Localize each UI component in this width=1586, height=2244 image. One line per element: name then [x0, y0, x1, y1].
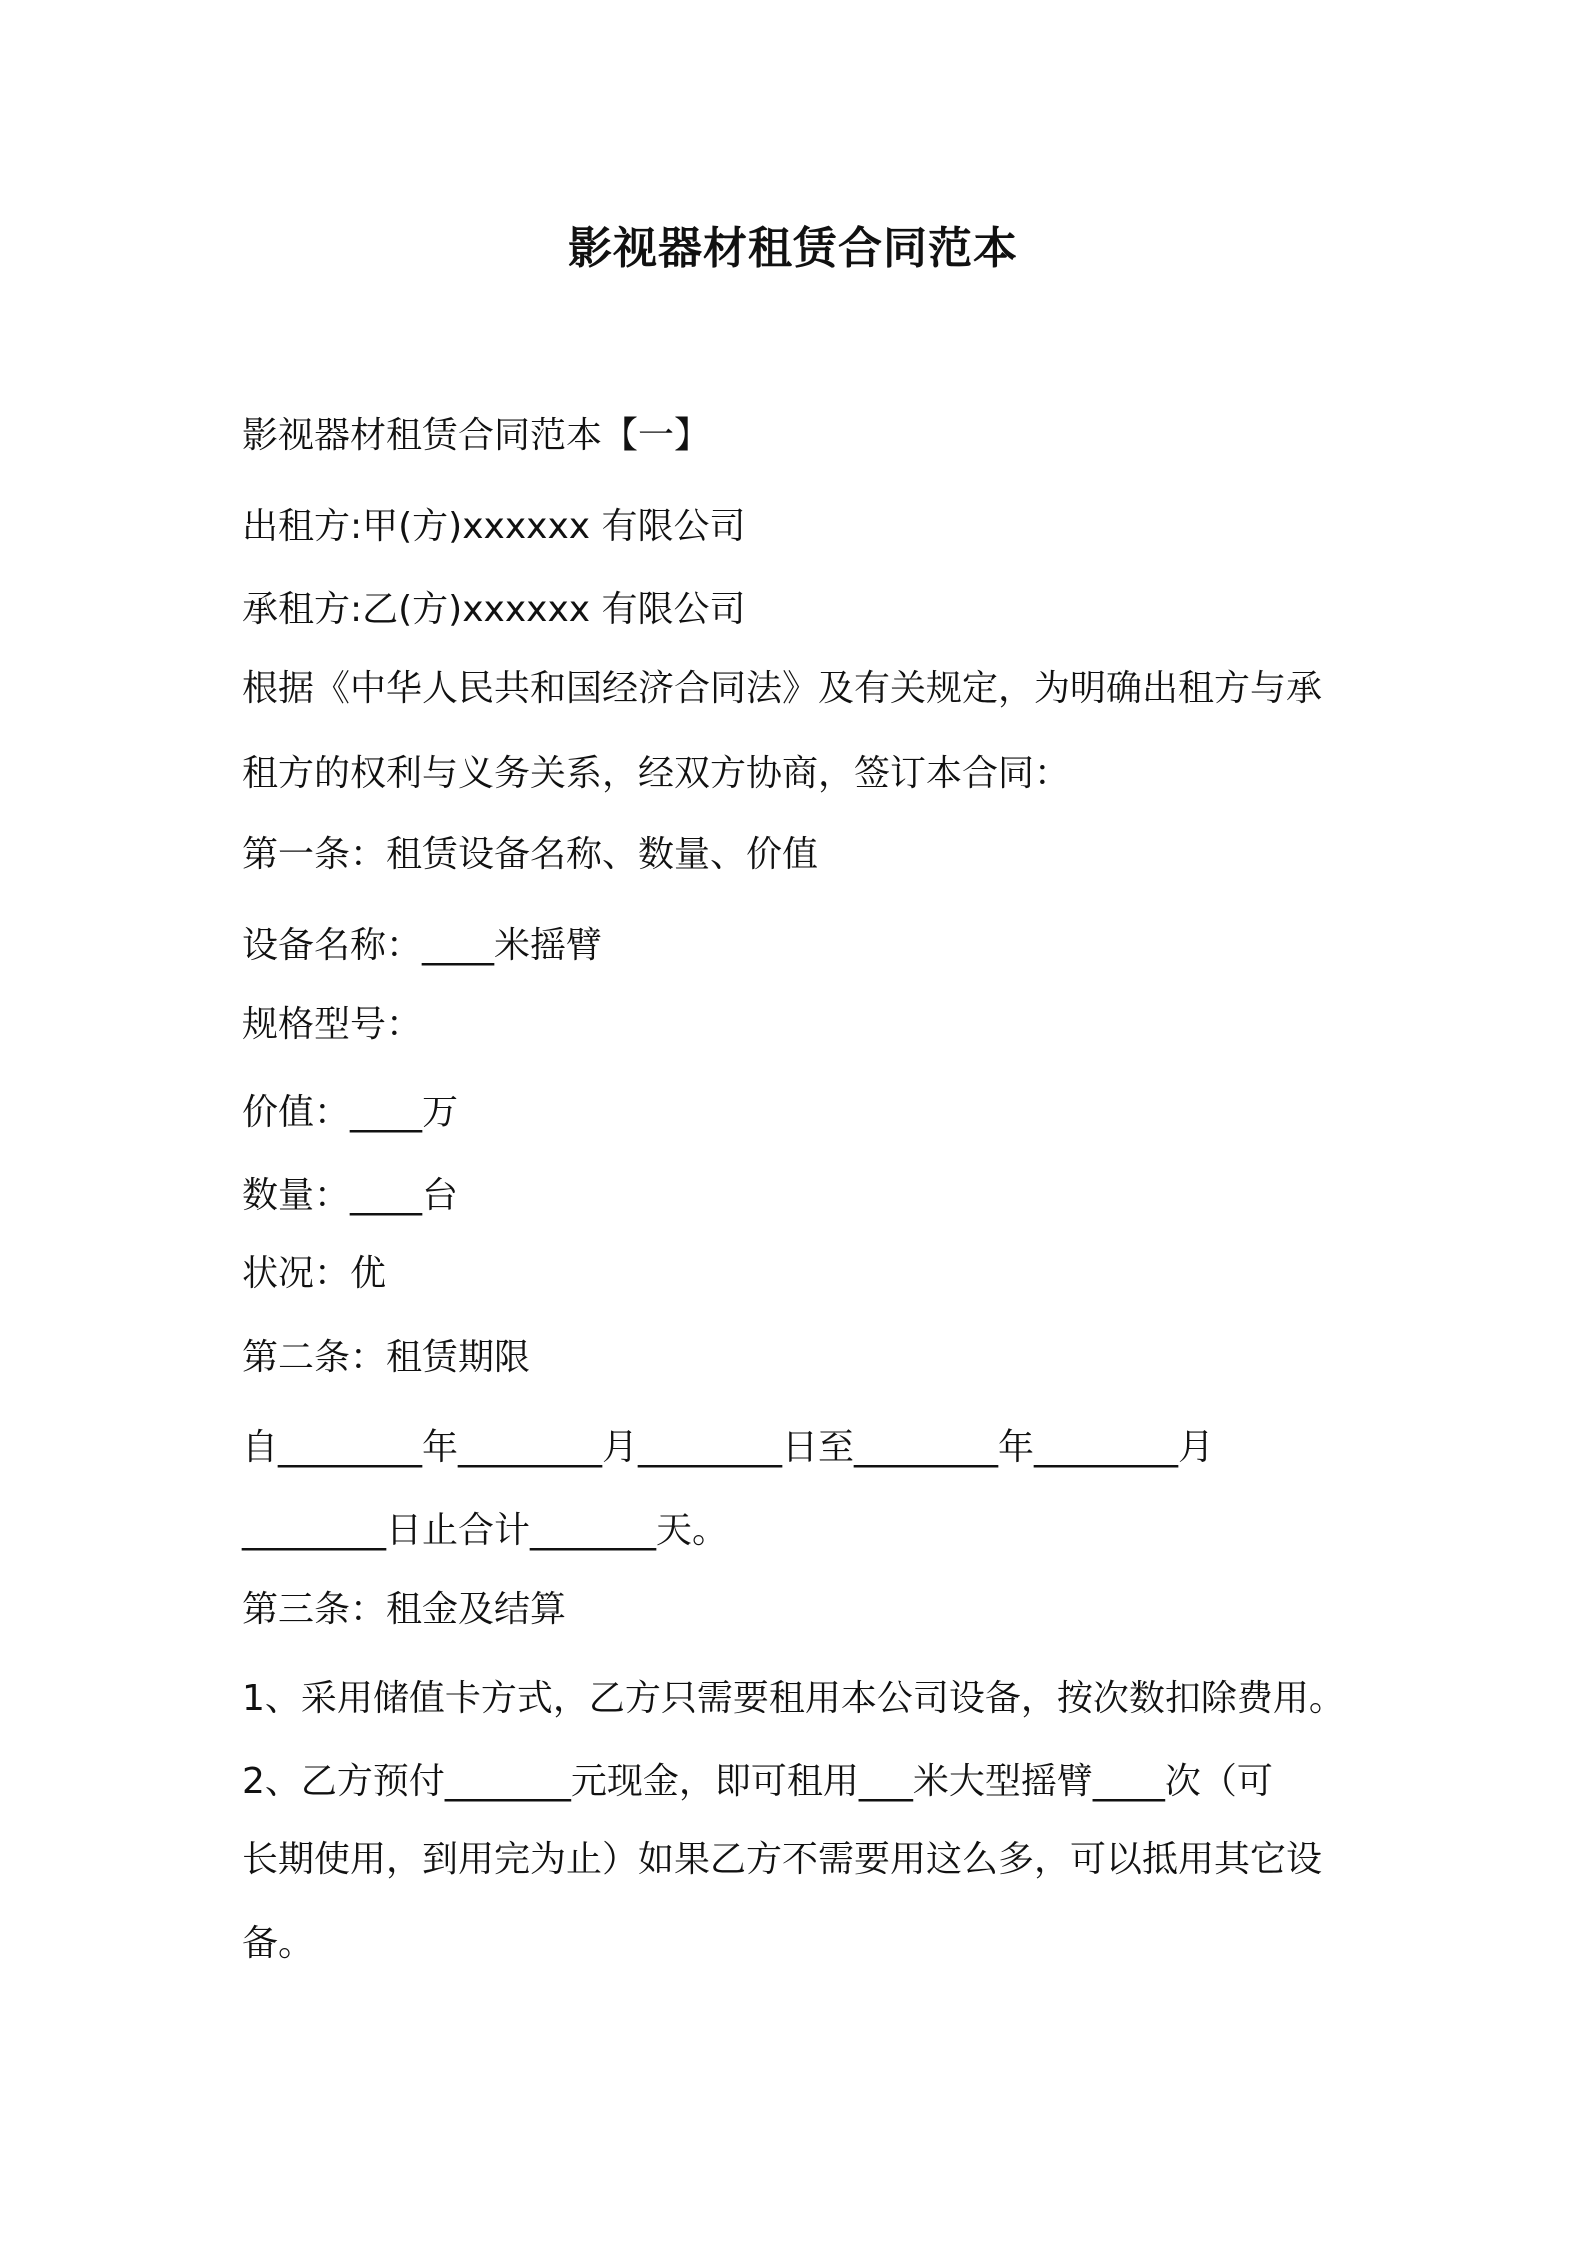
- quantity-line: 数量：____台: [242, 1175, 459, 1216]
- value-line: 价值：____万: [242, 1092, 459, 1133]
- clause-2-line-2: 长期使用，到用完为止）如果乙方不需要用这么多，可以抵用其它设: [242, 1839, 1323, 1880]
- lessor-line: 出租方:甲(方)xxxxxx 有限公司: [242, 506, 746, 547]
- article-1-heading: 第一条：租赁设备名称、数量、价值: [242, 834, 819, 875]
- term-line-1: 自________年________月________日至________年________月: [242, 1427, 1214, 1468]
- model-line: 规格型号：: [242, 1004, 423, 1045]
- section-heading: 影视器材租赁合同范本【一】: [242, 415, 711, 456]
- clause-1-line: 1、采用储值卡方式，乙方只需要租用本公司设备，按次数扣除费用。: [242, 1678, 1345, 1719]
- condition-line: 状况：优: [242, 1253, 387, 1294]
- lessee-line: 承租方:乙(方)xxxxxx 有限公司: [242, 589, 746, 630]
- preamble-line-1: 根据《中华人民共和国经济合同法》及有关规定，为明确出租方与承: [242, 668, 1323, 709]
- equipment-name-line: 设备名称：____米摇臂: [242, 925, 603, 966]
- document-title: 影视器材租赁合同范本: [568, 223, 1018, 274]
- clause-2-line-3: 备。: [242, 1923, 315, 1964]
- article-2-heading: 第二条：租赁期限: [242, 1337, 531, 1378]
- article-3-heading: 第三条：租金及结算: [242, 1589, 567, 1630]
- clause-2-line-1: 2、乙方预付_______元现金，即可租用___米大型摇臂____次（可: [242, 1761, 1273, 1802]
- term-line-2: ________日止合计_______天。: [242, 1510, 729, 1551]
- preamble-line-2: 租方的权利与义务关系，经双方协商，签订本合同：: [242, 753, 1071, 794]
